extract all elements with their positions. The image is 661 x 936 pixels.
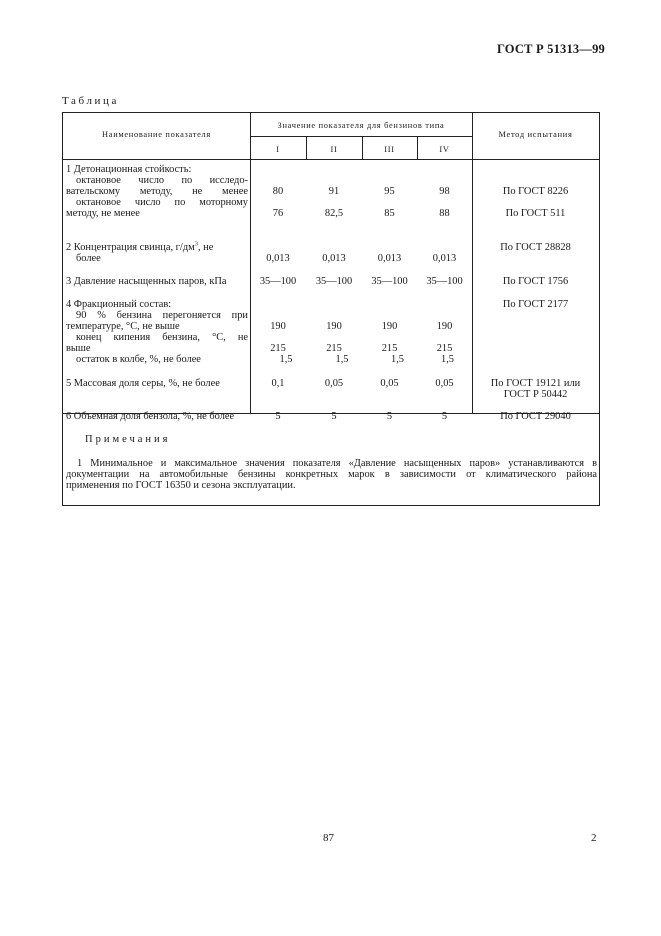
row5-value-3: 0,05: [380, 378, 399, 389]
row2-value-4: 0,013: [432, 253, 457, 264]
row3-value-3: 35—100: [371, 276, 408, 287]
row3-method: По ГОСТ 1756: [502, 276, 569, 287]
row4-name-line: выше: [66, 343, 91, 354]
row1a-value-3: 95: [384, 186, 395, 197]
row4c-value-2: 1,5: [335, 354, 349, 365]
row4-method: По ГОСТ 2177: [502, 299, 569, 310]
row4c-value-4: 1,5: [441, 354, 454, 365]
row2-name-line: более: [76, 253, 101, 264]
document-header: ГОСТ Р 51313—99: [496, 42, 605, 56]
notes-line: документации на автомобильные бензины конкретных марок в зависимости от климатического района: [66, 469, 597, 480]
row-divider: [250, 136, 472, 137]
row1-name-line: октановое число по исследо-: [76, 175, 248, 186]
row1b-value-3: 85: [384, 208, 395, 219]
row4c-value-1: 1,5: [279, 354, 293, 365]
row6-value-3: 5: [386, 411, 393, 422]
notes-line: применения по ГОСТ 16350 и сезона эксплуатации.: [66, 480, 296, 491]
row4a-value-1: 190: [270, 321, 286, 332]
row4-name-line: конец кипения бензина, °С, не: [76, 332, 248, 343]
header-method-column: Метод испытания: [498, 130, 573, 139]
row4c-value-3: 1,5: [391, 354, 404, 365]
row4a-value-4: 190: [436, 321, 453, 332]
header-values-group: Значение показателя для бензинов типа: [277, 121, 445, 130]
row1a-value-4: 98: [439, 186, 450, 197]
table-label: Таблица: [62, 95, 119, 107]
row4-title: 4 Фракционный состав:: [66, 299, 172, 310]
row6-value-2: 5: [331, 411, 337, 422]
notes-title: Примечания: [85, 434, 171, 445]
header-name-column: Наименование показателя: [102, 130, 211, 139]
page-number: 87: [323, 832, 334, 844]
col-divider: [472, 113, 473, 413]
row6-value-1: 5: [275, 411, 281, 422]
header-type-2: II: [330, 145, 338, 154]
row4b-value-4: 215: [436, 343, 453, 354]
row4-name-line: остаток в колбе, %, не более: [76, 354, 201, 365]
row6-method: По ГОСТ 29040: [500, 411, 571, 422]
header-type-1: I: [276, 145, 280, 154]
row4a-value-2: 190: [326, 321, 342, 332]
row1a-value-2: 91: [328, 186, 340, 197]
row5-method: По ГОСТ 19121 или: [490, 378, 581, 389]
row2-name: 2 Концентрация свинца, $г/дм^3$, не: [66, 240, 214, 253]
row1-title: 1 Детонационная стойкость:: [66, 164, 192, 175]
row5-value-4: 0,05: [435, 378, 454, 389]
row2-value-2: 0,013: [322, 253, 346, 264]
row5-method-line: ГОСТ Р 50442: [503, 389, 568, 400]
row4a-value-3: 190: [381, 321, 398, 332]
header-type-4: IV: [439, 145, 450, 154]
row3-value-2: 35—100: [315, 276, 353, 287]
header-type-3: III: [384, 145, 395, 154]
specification-table: [62, 112, 600, 506]
row4-name-line: температуре, °С, не выше: [66, 321, 180, 332]
row4b-value-2: 215: [326, 343, 342, 354]
row3-name: 3 Давление насыщенных паров, кПа: [66, 276, 227, 287]
row1b-value-4: 88: [439, 208, 450, 219]
row4b-value-1: 215: [270, 343, 286, 354]
notes-line: 1 Минимальное и максимальное значения показателя «Давление насыщенных паров» устанавливаются в: [77, 458, 597, 469]
row3-value-1: 35—100: [259, 276, 297, 287]
row5-value-1: 0,1: [271, 378, 285, 389]
sheet-number: 2: [591, 832, 597, 844]
row1a-method: По ГОСТ 8226: [502, 186, 569, 197]
row-divider: [63, 159, 599, 160]
row1b-method: По ГОСТ 511: [505, 208, 566, 219]
row1-name-line: октановое число по моторному: [76, 197, 248, 208]
row5-name: 5 Массовая доля серы, %, не более: [66, 378, 220, 389]
row1b-value-2: 82,5: [324, 208, 344, 219]
row1a-value-1: 80: [272, 186, 284, 197]
row1b-value-1: 76: [272, 208, 284, 219]
row1-name-line: методу, не менее: [66, 208, 140, 219]
row2-value-3: 0,013: [377, 253, 402, 264]
row4-name-line: 90 % бензина перегоняется при: [76, 310, 248, 321]
row3-value-4: 35—100: [426, 276, 463, 287]
row2-value-1: 0,013: [266, 253, 290, 264]
row5-value-2: 0,05: [324, 378, 344, 389]
row6-value-4: 5: [441, 411, 448, 422]
row1-name-line: вательскому методу, не менее: [66, 186, 248, 197]
row4b-value-3: 215: [381, 343, 398, 354]
row6-name: 6 Объемная доля бензола, %, не более: [66, 411, 235, 422]
row2-method: По ГОСТ 28828: [500, 242, 571, 253]
